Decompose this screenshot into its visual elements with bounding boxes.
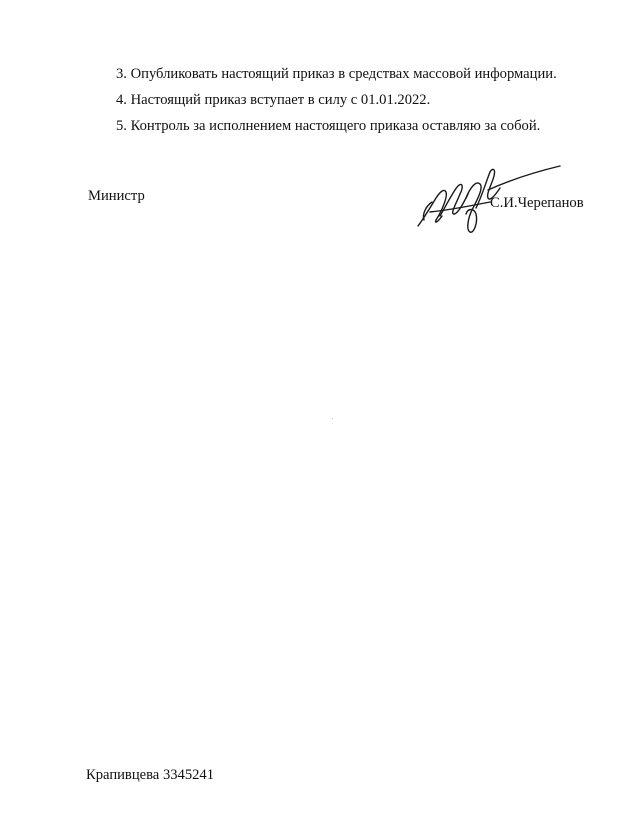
order-item-5: 5. Контроль за исполнением настоящего приказа оставляю за собой. bbox=[116, 118, 541, 134]
signer-name: С.И.Черепанов bbox=[490, 195, 584, 211]
position-title: Министр bbox=[88, 188, 145, 204]
order-item-4: 4. Настоящий приказ вступает в силу с 01.01.2022. bbox=[116, 92, 431, 108]
executor-contact: Крапивцева 3345241 bbox=[86, 767, 215, 783]
scan-speck bbox=[332, 418, 333, 419]
order-item-3: 3. Опубликовать настоящий приказ в средствах массовой информации. bbox=[116, 66, 557, 82]
